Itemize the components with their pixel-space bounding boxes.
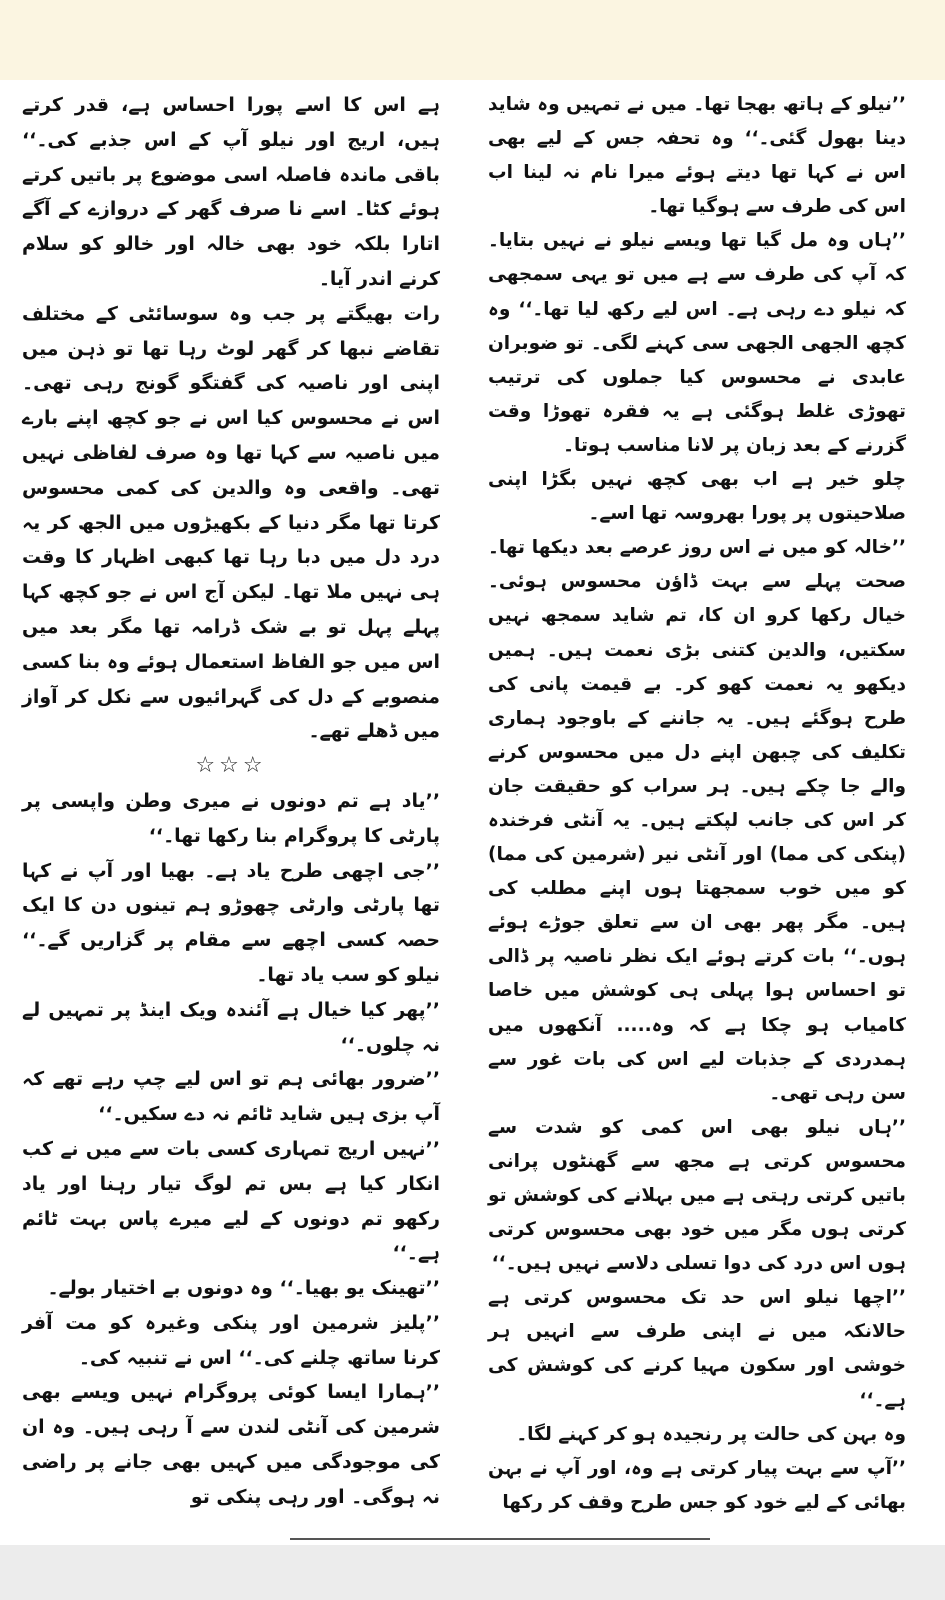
paragraph: ’’جی اچھی طرح یاد ہے۔ بھیا اور آپ نے کہا تھا پارٹی وارٹی چھوڑو ہم تینوں دن کا ایک حصہ کسی اچھے سے مقام پر گزاریں گے۔‘‘ نیلو کو سب یاد تھا۔ [22, 859, 440, 986]
page-edge-line [290, 1538, 710, 1540]
paragraph: ’’ہاں نیلو بھی اس کمی کو شدت سے محسوس کرتی ہے مجھ سے گھنٹوں پرانی باتیں کرتی رہتی ہے میں بہلانے کی کوشش تو کرتی ہوں مگر میں خود بھی محسوس کرتی ہوں اس درد کی دوا تسلی دلاسے نہیں ہیں۔‘‘ [488, 1116, 906, 1275]
top-margin-band [0, 0, 945, 80]
right-column [488, 88, 906, 1520]
section-divider-stars: ☆☆☆ [195, 753, 267, 779]
left-column [22, 88, 440, 1515]
paragraph: رات بھیگتے پر جب وہ سوسائٹی کے مختلف تقاضے نبھا کر گھر لوٹ رہا تھا تو ذہن میں اپنی اور ناصیہ کی گفتگو گونج رہی تھی۔ اس نے محسوس کیا اس نے جو کچھ اپنے بارے میں ناصیہ سے کہا تھا وہ صرف لفاظی نہیں تھی۔ واقعی وہ والدین کی کمی محسوس کرتا تھا مگر دنیا کے بکھیڑوں میں الجھ کر یہ درد دل میں دبا رہا تھا کبھی اظہار کا وقت ہی نہیں ملا تھا۔ لیکن آج اس نے جو کچھ کہا پہلے پہل تو بے شک ڈرامہ تھا مگر بعد میں اس میں جو الفاظ استعمال ہوئے وہ بنا کسی منصوبے کے دل کی گہرائیوں سے نکل کر آواز میں ڈھلے تھے۔ [22, 302, 440, 743]
paragraph: ’’پھر کیا خیال ہے آئندہ ویک اینڈ پر تمہیں لے نہ چلوں۔‘‘ [22, 998, 440, 1056]
paragraph: وہ بہن کی حالت پر رنجیدہ ہو کر کہنے لگا۔ [516, 1423, 906, 1445]
paragraph: ’’نیلو کے ہاتھ بھجا تھا۔ میں نے تمہیں وہ شاید دینا بھول گئی۔‘‘ وہ تحفہ جس کے لیے بھی اس نے کہا تھا دیتے ہوئے میرا نام نہ لینا اب اس کی طرف سے ہوگیا تھا۔ [488, 94, 906, 218]
paragraph: ہے اس کا اسے پورا احساس ہے، قدر کرتے ہیں، اریج اور نیلو آپ کے اس جذبے کی۔‘‘ باقی ماندہ فاصلہ اسی موضوع پر باتیں کرتے ہوئے کٹا۔ اسے نا صرف گھر کے دروازے کے آگے اتارا بلکہ خود بھی خالہ اور خالو کو سلام کرنے اندر آیا۔ [22, 94, 440, 290]
paragraph: ’’پلیز شرمین اور پنکی وغیرہ کو مت آفر کرنا ساتھ چلنے کی۔‘‘ اس نے تنبیہ کی۔ [22, 1311, 440, 1369]
paragraph: ’’یاد ہے تم دونوں نے میری وطن واپسی پر پارٹی کا پروگرام بنا رکھا تھا۔‘‘ [22, 789, 440, 847]
bottom-margin-band [0, 1545, 945, 1600]
scanned-page [0, 80, 945, 1545]
paragraph: ’’اچھا نیلو اس حد تک محسوس کرتی ہے حالانکہ میں نے اپنی طرف سے انہیں ہر خوشی اور سکون مہیا کرنے کی کوشش کی ہے۔‘‘ [488, 1287, 906, 1411]
paragraph: ’’آپ سے بہت پیار کرتی ہے وہ، اور آپ نے بہن بھائی کے لیے خود کو جس طرح وقف کر رکھا [488, 1457, 906, 1513]
paragraph: ’’تھینک یو بھیا۔‘‘ وہ دونوں بے اختیار بولے۔ [47, 1277, 440, 1300]
paragraph: ’’خالہ کو میں نے اس روز عرصے بعد دیکھا تھا۔ صحت پہلے سے بہت ڈاؤن محسوس ہوئی۔ خیال رکھا کرو ان کا، تم شاید سمجھ نہیں سکتیں، والدین کتنی بڑی نعمت ہیں۔ ہمیں دیکھو یہ نعمت کھو کر۔ بے قیمت پانی کی طرح ہوگئے ہیں۔ یہ جاننے کے باوجود ہماری تکلیف کی چبھن اپنے دل میں محسوس کرنے والے جا چکے ہیں۔ ہر سراب کو حقیقت جان کر اس کی جانب لپکتے ہیں۔ یہ آنٹی فرخندہ (پنکی کی مما) اور آنٹی نیر (شرمین کی مما) کو میں خوب سمجھتا ہوں اپنے مطلب کی ہیں۔ مگر پھر بھی ان سے تعلق جوڑے ہوئے ہوں۔‘‘ بات کرتے ہوئے ایک نظر ناصیہ پر ڈالی تو احساس ہوا پہلی ہی کوشش میں خاصا کامیاب ہو چکا ہے کہ وہ..... آنکھوں میں ہمدردی کے جذبات لیے اس کی بات غور سے سن رہی تھی۔ [488, 537, 906, 1104]
paragraph: ’’نہیں اریج تمہاری کسی بات سے میں نے کب انکار کیا ہے بس تم لوگ تیار رہنا اور یاد رکھو تم دونوں کے لیے میرے پاس بہت ٹائم ہے۔‘‘ [22, 1137, 440, 1265]
paragraph: ’’ہمارا ایسا کوئی پروگرام نہیں ویسے بھی شرمین کی آنٹی لندن سے آ رہی ہیں۔ وہ ان کی موجودگی میں کہیں بھی جانے پر راضی نہ ہوگی۔ اور رہی پنکی تو [22, 1381, 440, 1508]
paragraph: چلو خیر ہے اب بھی کچھ نہیں بگڑا اپنی صلاحیتوں پر پورا بھروسہ تھا اسے۔ [488, 469, 906, 525]
paragraph: ’’ہاں وہ مل گیا تھا ویسے نیلو نے نہیں بتایا۔ کہ آپ کی طرف سے ہے میں تو یہی سمجھی کہ نیلو دے رہی ہے۔ اس لیے رکھ لیا تھا۔‘‘ وہ کچھ الجھی الجھی سی کہنے لگی۔ تو ضوبران عابدی نے محسوس کیا جملوں کی ترتیب تھوڑی غلط ہوگئی ہے یہ فقرہ تھوڑا وقت گزرنے کے بعد زبان پر لانا مناسب ہوتا۔ [488, 230, 906, 456]
paragraph: ’’ضرور بھائی ہم تو اس لیے چپ رہے تھے کہ آپ بزی ہیں شاید ٹائم نہ دے سکیں۔‘‘ [22, 1068, 440, 1126]
